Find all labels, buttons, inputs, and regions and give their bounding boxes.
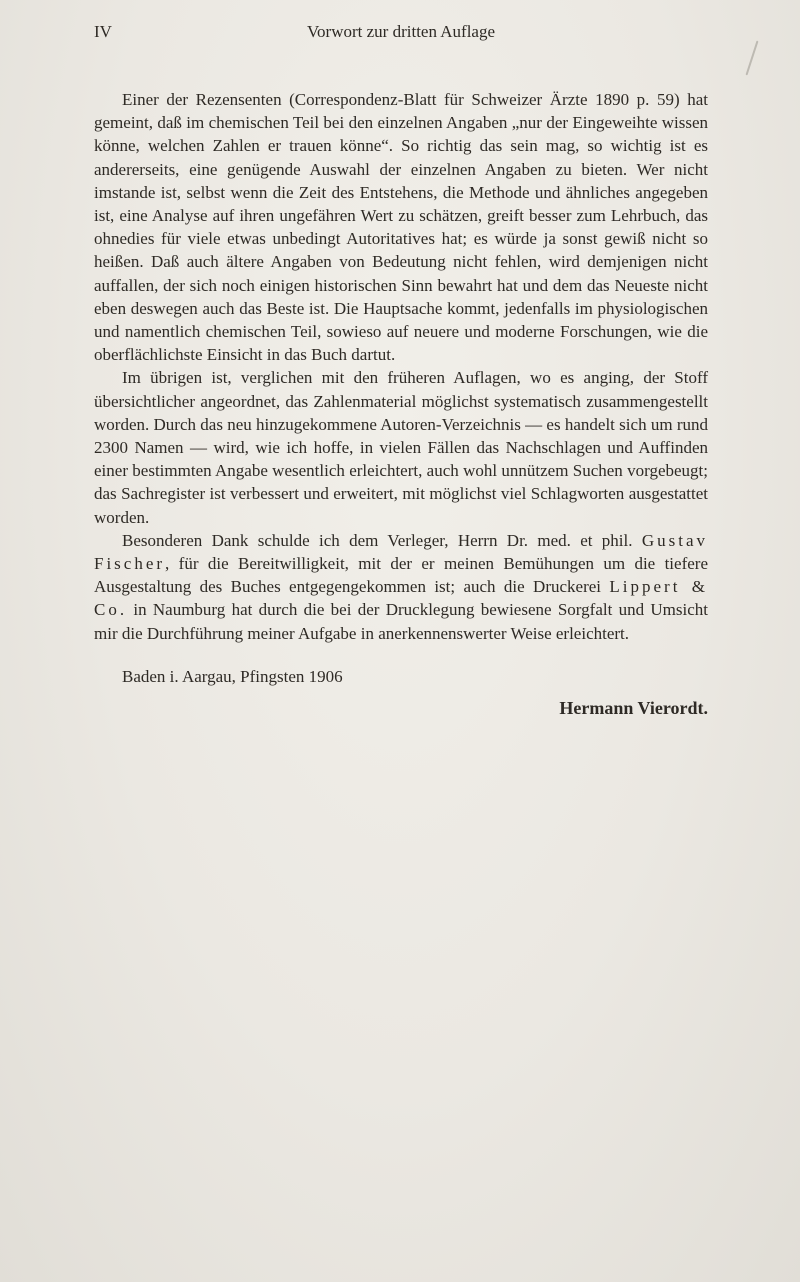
signature: Hermann Vierordt. [559,698,708,719]
company-name-lippert-co: Lippert & Co. [94,577,708,620]
person-name-gustav-fischer: Gustav Fischer [94,530,708,574]
running-title: Vorwort zur dritten Auflage [306,22,496,41]
paragraph-2: Im übrigen ist, verglichen mit den früheren Auflagen, wo es anging, der Stoff übersichtlicher angeordnet, das Zahlenmaterial möglichst systematisch zusammengestellt worden. Durch das neu hinzugekommene Autoren-Verzeichnis — es handelt sich um rund 2300 Namen — wird, wie ich hoffe, in vielen Fällen das Nachschlagen und Auffinden einer bestimmten Angabe wesentlich erleichtert, auch wohl unnützem Suchen vorgebeugt; das Sachregister ist verbessert und erweitert, mit möglichst viel Schlagworten ausgestattet worden. [94,368,708,527]
closing-place-date: Baden i. Aargau, Pfingsten 1906 [122,666,343,686]
paragraph-3-text-b: , für die Bereitwilligkeit, mit der er meinen Bemühungen um die tiefere Ausgestaltung des Buches entgegengekommen ist; auch die Druckerei [94,554,708,597]
paragraph-3 [94,529,708,645]
page-number: IV [94,22,112,41]
scan-mark [745,41,758,76]
paragraph-1: Einer der Rezensenten (Correspondenz-Blatt für Schweizer Ärzte 1890 p. 59) hat gemeint, daß im chemischen Teil bei den einzelnen Angaben „nur der Eingeweihte wissen könne, welchen Zahlen er trauen könne“. So richtig das sein mag, so wichtig ist es andererseits, eine genügende Auswahl der einzelnen Angaben zu bieten. Wer nicht imstande ist, selbst wenn die Zeit des Entstehens, die Methode und ähnliches angegeben ist, eine Analyse auf ihren ungefähren Wert zu schätzen, greift besser zum Lehrbuch, das ohnedies für viele etwas unbedingt Autoritatives hat; es würde ja sonst gewiß nicht so heißen. Daß auch ältere Angaben von Bedeutung nicht fehlen, wird demjenigen nicht auffallen, der sich noch einigen historischen Sinn bewahrt hat und dem das Neueste nicht eben deswegen auch das Beste ist. Die Hauptsache kommt, jedenfalls im physiologischen und namentlich chemischen Teil, sowieso auf neuere und moderne Forschungen, wie die oberflächlichste Einsicht in das Buch dartut. [94,90,708,365]
body-text [94,88,708,720]
paragraph-3-text-c: in Naumburg hat durch die bei der Drucklegung bewiesene Sorgfalt und Umsicht mir die Durchführung meiner Aufgabe in anerkennenswerter Weise erleichtert. [94,600,708,643]
running-head [94,22,708,46]
book-page [94,22,708,720]
paragraph-3-text-a: Besonderen Dank schulde ich dem Verleger, Herrn Dr. med. et phil. [122,530,642,550]
